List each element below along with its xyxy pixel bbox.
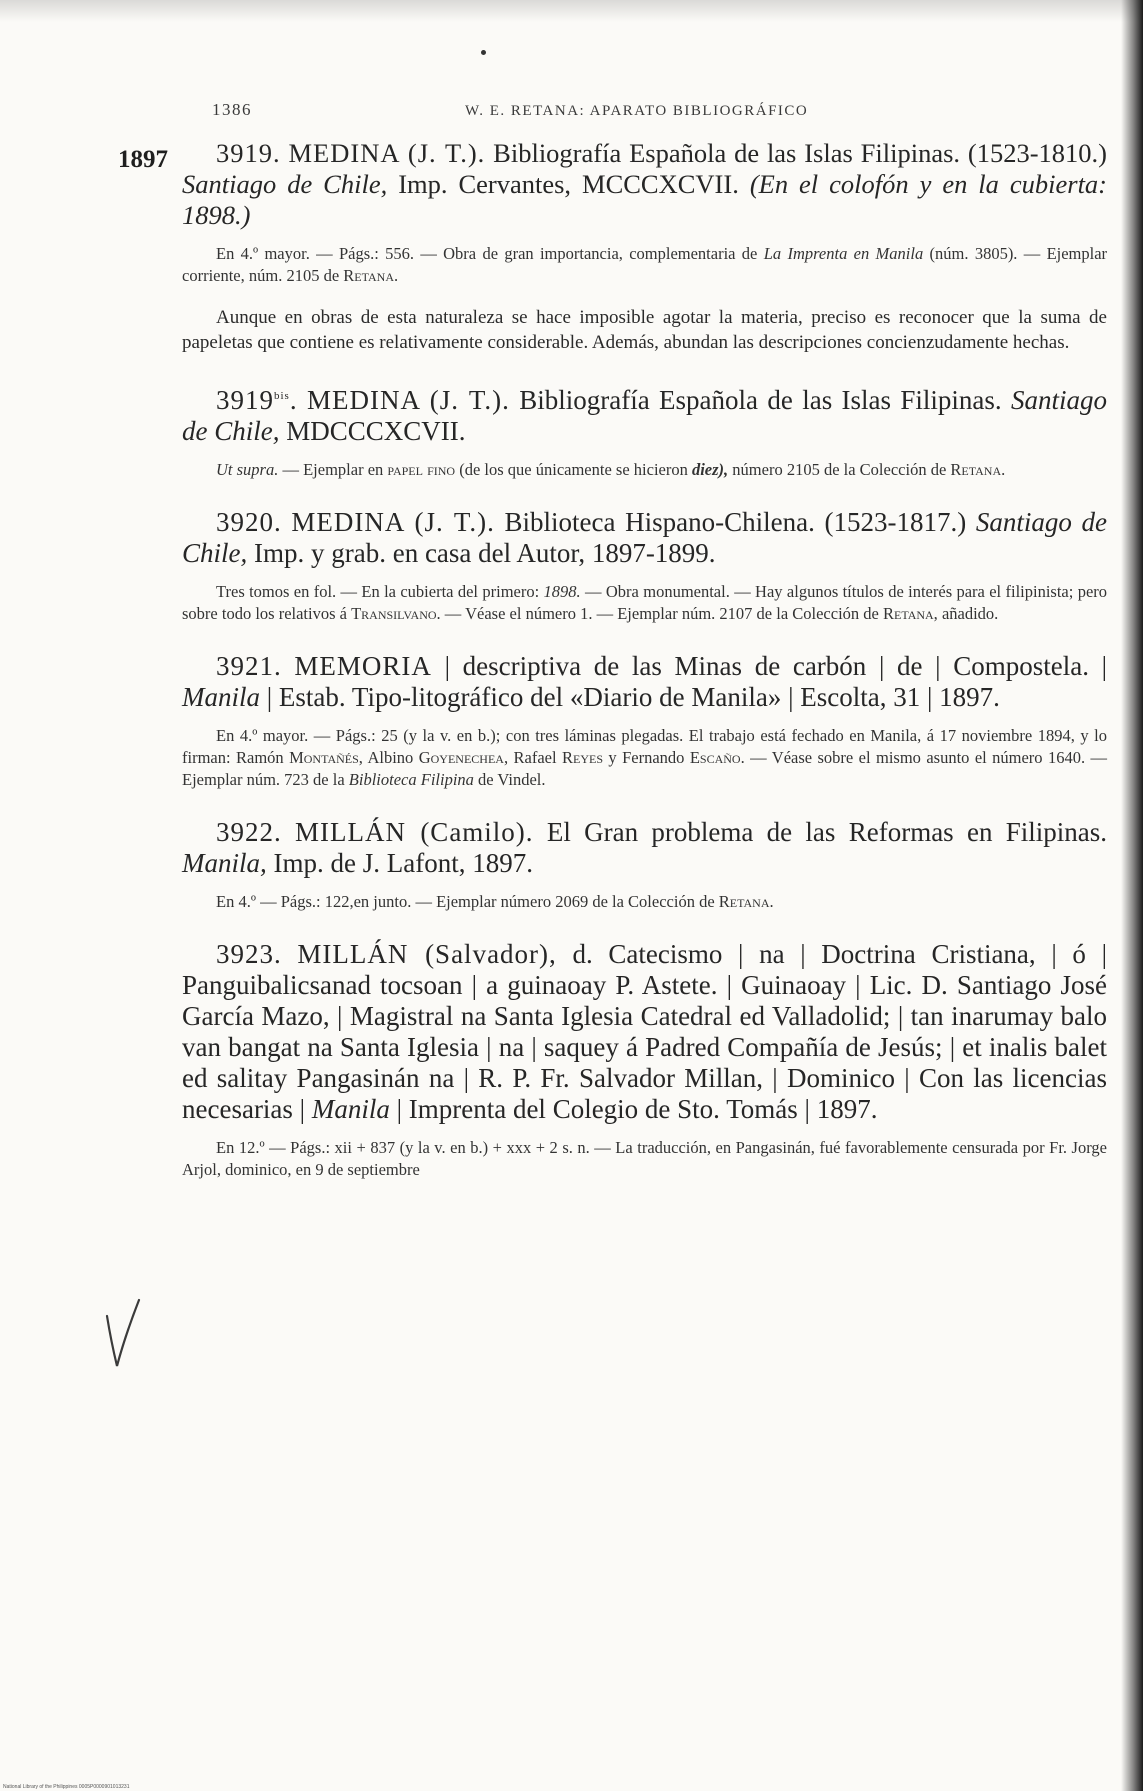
entry-title: | descriptiva de las Minas de carbón | de | Compostela. |	[444, 651, 1108, 681]
entry-3923	[182, 939, 1107, 1181]
entry-imprint: MDCCCXCVII.	[286, 416, 466, 446]
entry-3922	[182, 817, 1107, 913]
note-italic: Biblioteca Filipina	[348, 770, 474, 789]
note-smallcaps: Escaño.	[689, 748, 745, 767]
margin-year: 1897	[118, 146, 168, 173]
note-text: añadido.	[941, 604, 999, 623]
entry-note	[182, 459, 1107, 481]
entry-number: $3919^{bis}$.	[216, 385, 298, 415]
entry-place: Manila	[311, 1094, 390, 1124]
entry-number-sup: bis	[274, 390, 290, 402]
note-smallcaps: Goyenechea,	[418, 748, 509, 767]
note-smallcaps: papel fino	[387, 460, 456, 479]
note-text: Rafael	[513, 748, 557, 767]
entry-place: Manila	[182, 682, 260, 712]
note-text: — Obra monumental. — Hay algunos títulos de interés para el filipinista; pero sobre todo los relativos á	[182, 582, 1108, 623]
entry-number: 3920.	[216, 507, 282, 537]
entry-author: MILLÁN (Salvador),	[297, 939, 557, 969]
entry-imprint: Imp. Cervantes, MCCCXCVII.	[398, 169, 739, 199]
entry-place: Santiago de Chile,	[182, 385, 1108, 446]
entry-note	[182, 725, 1107, 791]
running-title: W. E. RETANA: APARATO BIBLIOGRÁFICO	[464, 103, 809, 119]
note-italic: Ut supra.	[216, 460, 279, 479]
note-smallcaps: Montañés,	[289, 748, 363, 767]
entry-commentary: Aunque en obras de esta naturaleza se hace imposible agotar la materia, preciso es reconocer que la suma de papeletas que contiene es relativamente considerable. Además, abundan las descripciones concienzudamente hechas.	[182, 307, 1107, 353]
entry-note	[182, 891, 1107, 913]
entry-place: Manila,	[182, 848, 267, 878]
note-italic: La Imprenta en Manila	[763, 244, 924, 263]
note-text: En 4.º mayor. — Págs.: 556. — Obra de gran importancia, complementaria de	[216, 244, 758, 263]
entry-place: Santiago de Chile,	[182, 169, 388, 199]
note-italic: 1898.	[543, 582, 581, 601]
note-text: Tres tomos en fol. — En la cubierta del primero:	[216, 582, 540, 601]
note-text: En 4.º — Págs.: 122,en junto. — Ejemplar número 2069 de la Colección de	[216, 892, 715, 911]
entry-heading	[182, 651, 1107, 713]
entry-title-cont: | Estab. Tipo-litográfico del «Diario de Manila» | Escolta, 31 | 1897.	[266, 682, 1000, 712]
note-text: y Fernando	[608, 748, 685, 767]
entry-place: Santiago de Chile,	[182, 507, 1107, 568]
entry-heading	[182, 817, 1107, 879]
entry-imprint: Imp. y grab. en casa del Autor, 1897-1899.	[254, 538, 716, 568]
entry-colophon: (En el colofón y en la cubierta: 1898.)	[182, 169, 1108, 230]
scan-credit: National Library of the Philippines 0005P0000901013231	[3, 1784, 130, 1790]
entry-title: Bibliografía Española de las Islas Filipinas.	[519, 385, 1002, 415]
entry-title: Bibliografía Española de las Islas Filipinas. (1523-1810.)	[493, 138, 1108, 168]
note-text: — Véase sobre el mismo asunto el número 1640. — Ejemplar núm. 723 de la	[182, 748, 1108, 789]
page-edge-shadow	[1121, 0, 1143, 1791]
note-text: (núm. 3805). — Ejemplar corriente, núm. 2105 de	[182, 244, 1108, 285]
entry-title-cont: | Imprenta del Colegio de Sto. Tomás | 1897.	[396, 1094, 878, 1124]
entry-title: Biblioteca Hispano-Chilena. (1523-1817.)	[504, 507, 967, 537]
entry-author: MEDINA (J. T.).	[288, 138, 486, 168]
entry-author: MILLÁN (Camilo).	[295, 817, 534, 847]
entry-title: El Gran problema de las Reformas en Filipinas.	[546, 817, 1108, 847]
entry-number: 3921.	[216, 651, 282, 681]
entry-title: d. Catecismo | na | Doctrina Cristiana, | ó | Panguibalicsanad tocsoan | a guinaoay P. Astete. | Guinaoay | Lic. D. Santiago José García Mazo, | Magistral na Santa Iglesia Catedral ed Valladolid; | tan inarumay balo van bangat na Santa Iglesia | na | saquey á Padred Compañía de Jesús; | et inalis balet ed salitay Pangasinán na | R. P. Fr. Salvador Millan, | Dominico | Con las licencias necesarias |	[182, 939, 1107, 1124]
entry-number: 3919.	[216, 138, 281, 168]
note-owner: Retana.	[718, 892, 774, 911]
note-italic: diez),	[691, 460, 729, 479]
page-number: 1386	[212, 100, 252, 119]
entry-imprint: Imp. de J. Lafont, 1897.	[273, 848, 533, 878]
note-smallcaps: Reyes	[561, 748, 603, 767]
note-text: número 2105 de la Colección de	[732, 460, 947, 479]
entry-note	[182, 1137, 1107, 1181]
ink-speck	[481, 50, 486, 55]
entry-number: 3923.	[216, 939, 282, 969]
note-text: Albino	[367, 748, 414, 767]
entry-number: 3922.	[216, 817, 282, 847]
note-text: de Vindel.	[478, 770, 546, 789]
note-smallcaps: Transilvano.	[351, 604, 441, 623]
note-owner: Retana.	[950, 460, 1006, 479]
note-owner: Retana.	[343, 266, 399, 285]
entry-3920	[182, 507, 1107, 625]
entry-heading	[182, 381, 1107, 447]
note-text: En 12.º — Págs.: xii + 837 (y la v. en b.) + xxx + 2 s. n. — La traducción, en Pangasinán, fué favorablemente censurada por Fr. Jorge Arjol, dominico, en 9 de septiembre	[182, 1138, 1107, 1179]
entry-author: MEDINA (J. T.).	[291, 507, 495, 537]
entry-note	[182, 243, 1107, 287]
note-owner: Retana,	[882, 604, 938, 623]
entry-heading	[182, 138, 1107, 231]
note-text: En 4.º mayor. — Págs.: 25 (y la v. en b.); con tres láminas plegadas. El trabajo está fechado en Manila, á 17 noviembre 1894, y lo firman: Ramón	[182, 726, 1107, 767]
entry-3919	[182, 138, 1107, 355]
entry-heading	[182, 507, 1107, 569]
entry-note	[182, 581, 1107, 625]
running-header	[212, 100, 1112, 120]
bibliography-body	[182, 138, 1107, 1181]
entry-author: MEMORIA	[294, 651, 432, 681]
page-top-shadow	[0, 0, 1143, 22]
entry-author: MEDINA (J. T.).	[306, 385, 510, 415]
note-text: — Ejemplar en	[282, 460, 384, 479]
note-text: — Véase el número 1. — Ejemplar núm. 2107 de la Colección de	[444, 604, 879, 623]
entry-3921	[182, 651, 1107, 791]
note-text: (de los que únicamente se hicieron	[459, 460, 688, 479]
entry-heading	[182, 939, 1107, 1125]
entry-3919-bis	[182, 381, 1107, 481]
handwritten-check-mark	[103, 1296, 143, 1376]
